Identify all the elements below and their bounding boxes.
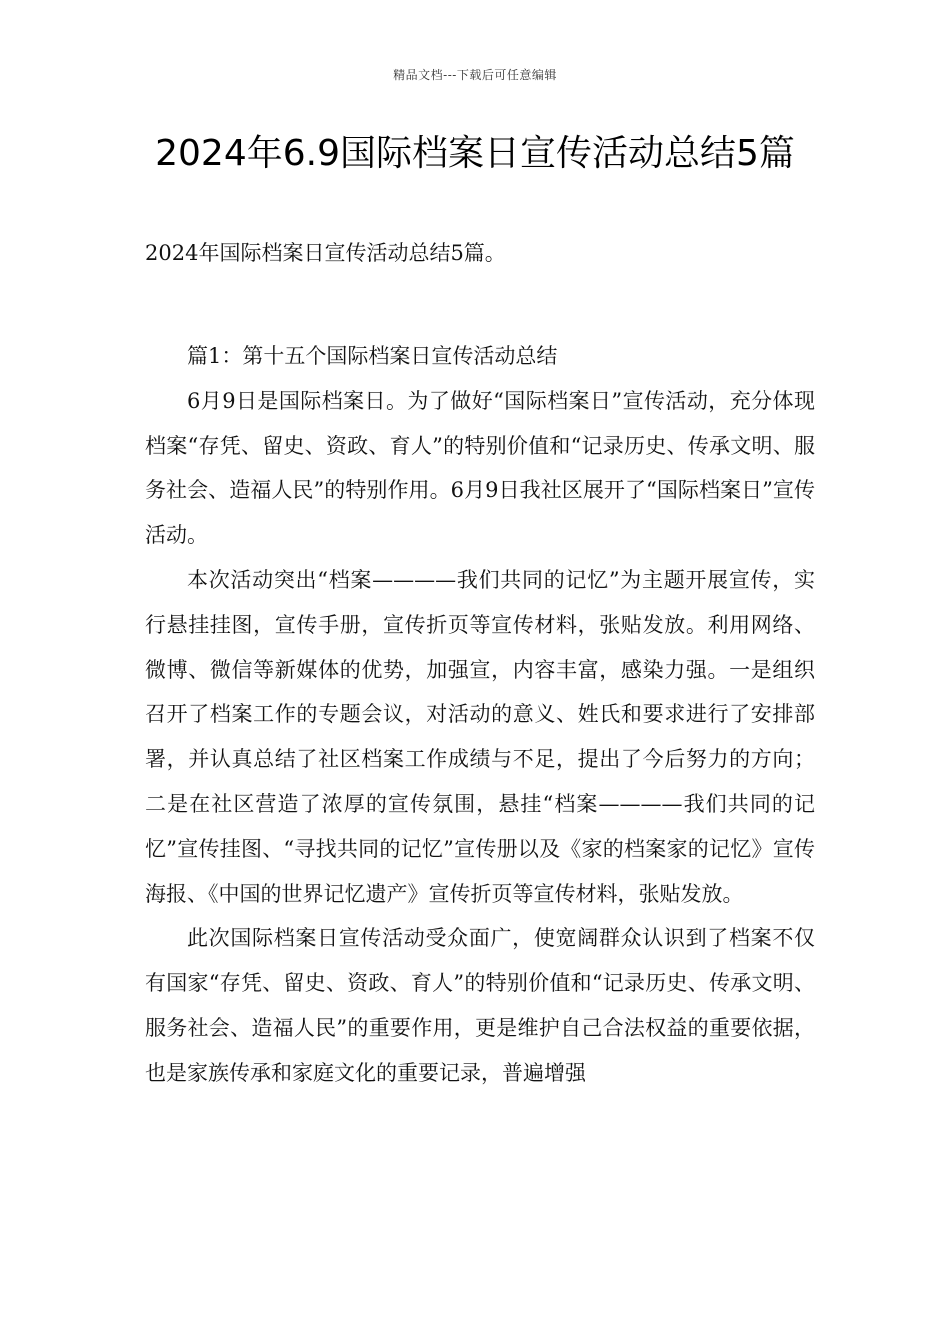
document-subtitle: 2024年国际档案日宣传活动总结5篇。 [145, 241, 506, 265]
body-paragraph: 此次国际档案日宣传活动受众面广，使宽阔群众认识到了档案不仅有国家“存凭、留史、资政、育人”的特别价值和“记录历史、传承文明、服务社会、造福人民”的重要作用，更是维护自己合法权益的重要依据，也是家族传承和家庭文化的重要记录，普遍增强 [145, 926, 815, 1085]
document-body [145, 334, 815, 1096]
body-paragraph: 本次活动突出“档案————我们共同的记忆”为主题开展宣传，实行悬挂挂图，宣传手册，宣传折页等宣传材料，张贴发放。利用网络、微博、微信等新媒体的优势，加强宣，内容丰富，感染力强。一是组织召开了档案工作的专题会议，对活动的意义、姓氏和要求进行了安排部署，并认真总结了社区档案工作成绩与不足，提出了今后努力的方向；二是在社区营造了浓厚的宣传氛围，悬挂“档案————我们共同的记忆”宣传挂图、“寻找共同的记忆”宣传册以及《家的档案家的记忆》宣传海报、《中国的世界记忆遗产》宣传折页等宣传材料，张贴发放。 [145, 567, 815, 906]
document-title: 2024年6.9国际档案日宣传活动总结5篇 [155, 133, 795, 174]
header-note: 精品文档---下载后可任意编辑 [393, 68, 557, 82]
section-heading: 篇1：第十五个国际档案日宣传活动总结 [187, 344, 558, 368]
body-paragraph: 6月9日是国际档案日。为了做好“国际档案日”宣传活动，充分体现档案“存凭、留史、资政、育人”的特别价值和“记录历史、传承文明、服务社会、造福人民”的特别作用。6月9日我社区展开了“国际档案日”宣传活动。 [145, 388, 815, 548]
